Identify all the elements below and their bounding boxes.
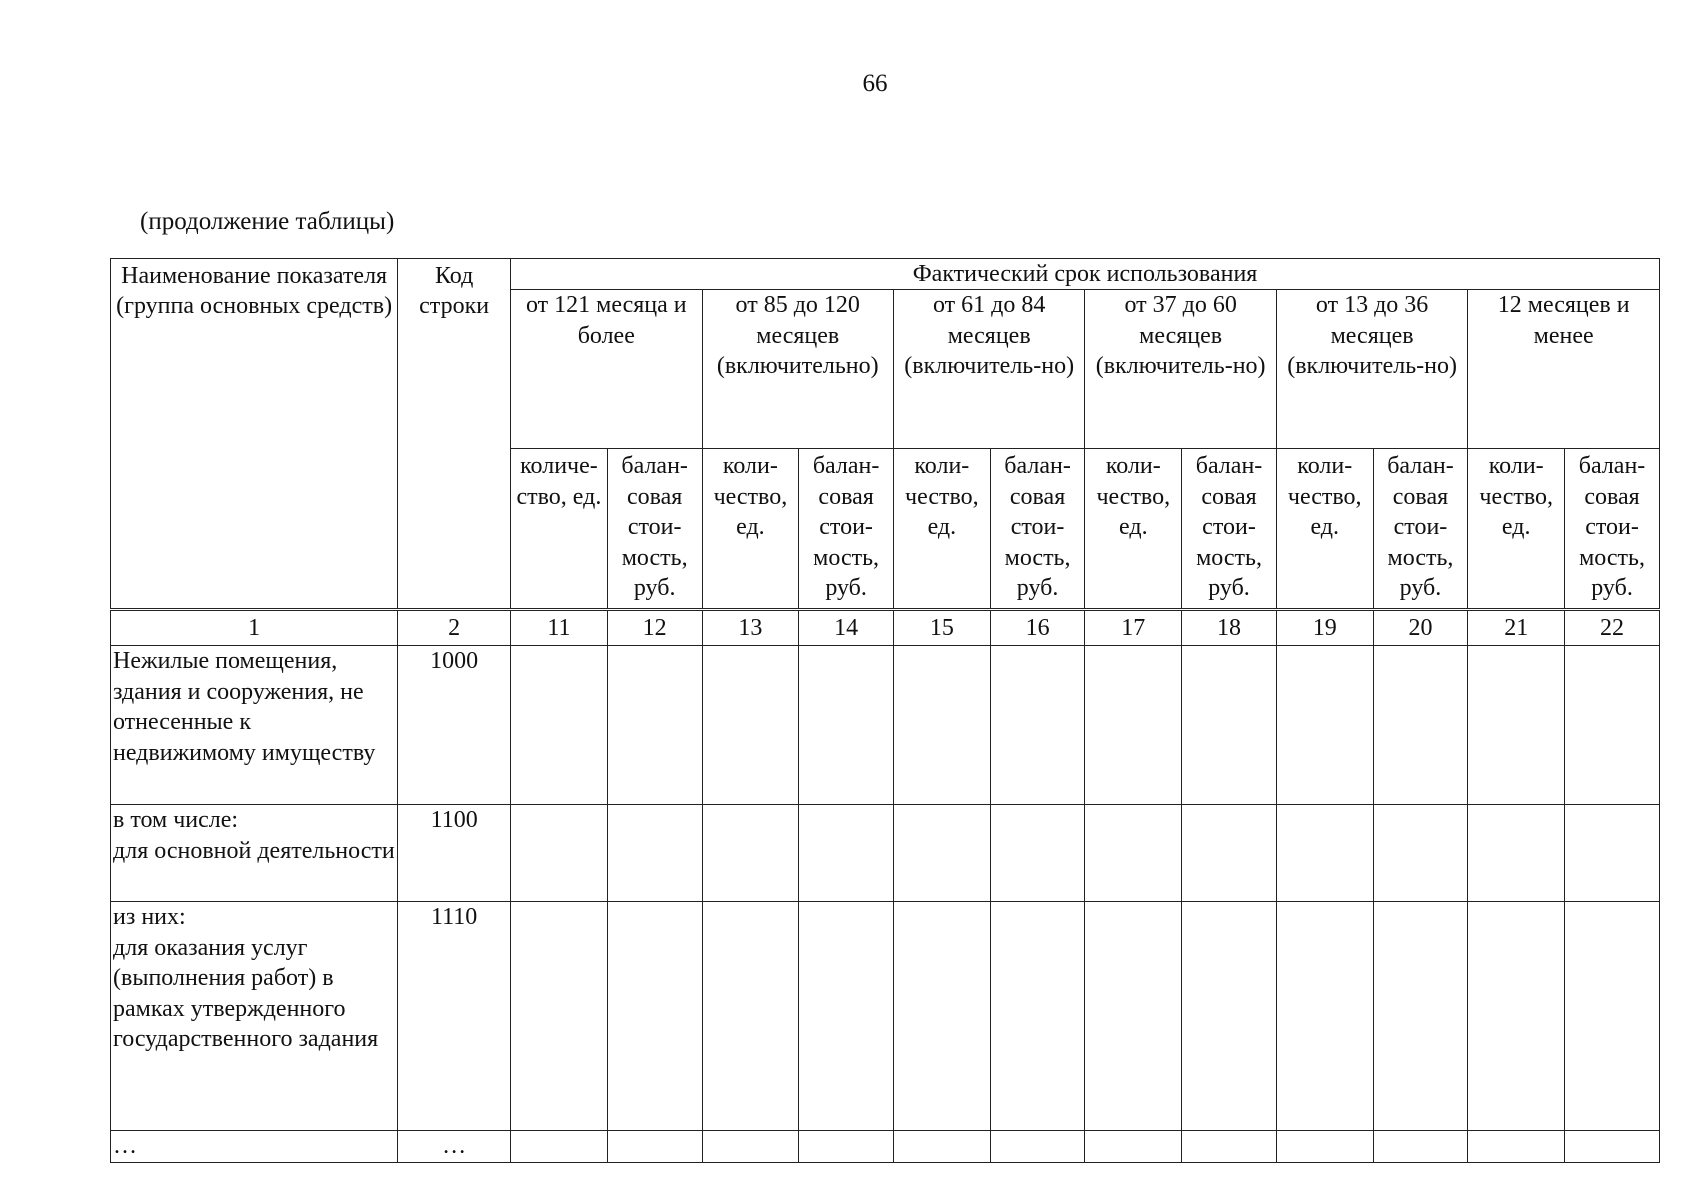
data-cell — [702, 646, 799, 805]
column-number: 12 — [607, 610, 702, 646]
data-cell — [1276, 805, 1373, 902]
column-number: 18 — [1182, 610, 1277, 646]
column-number: 14 — [799, 610, 894, 646]
column-number: 22 — [1565, 610, 1660, 646]
data-cell — [702, 902, 799, 1131]
data-cell — [799, 1131, 894, 1162]
header-range-85-120: от 85 до 120 месяцев (включительно) — [702, 290, 893, 449]
header-row-code: Код строки — [398, 259, 511, 610]
data-cell — [607, 805, 702, 902]
data-cell — [1085, 1131, 1182, 1162]
header-row-group — [111, 259, 1660, 290]
header-book-value: балан-совая стои-мость, руб. — [1565, 449, 1660, 610]
data-cell — [1182, 805, 1277, 902]
header-book-value: балан-совая стои-мость, руб. — [1182, 449, 1277, 610]
row-indicator-text: в том числе: для основной деятельности — [113, 807, 395, 864]
header-book-value: балан-совая стои-мость, руб. — [990, 449, 1085, 610]
table-row — [111, 902, 1660, 1131]
row-code: 1100 — [398, 805, 511, 902]
data-cell — [1565, 805, 1660, 902]
data-cell — [1085, 805, 1182, 902]
data-cell — [799, 646, 894, 805]
row-indicator-text: … — [113, 1133, 137, 1160]
column-number: 20 — [1373, 610, 1468, 646]
data-cell — [1182, 646, 1277, 805]
data-cell — [893, 646, 990, 805]
data-cell — [1276, 646, 1373, 805]
data-cell — [511, 805, 608, 902]
row-indicator-name — [111, 805, 398, 902]
page-number: 66 — [862, 70, 888, 97]
data-cell — [1085, 902, 1182, 1131]
header-range-61-84: от 61 до 84 месяцев (включитель-но) — [893, 290, 1084, 449]
row-code: 1110 — [398, 902, 511, 1131]
fixed-assets-usage-table — [110, 258, 1660, 1163]
data-cell — [990, 646, 1085, 805]
column-number: 16 — [990, 610, 1085, 646]
column-number: 13 — [702, 610, 799, 646]
header-actual-usage-period: Фактический срок использования — [511, 259, 1660, 290]
column-number: 15 — [893, 610, 990, 646]
data-cell — [1468, 902, 1565, 1131]
data-cell — [1373, 902, 1468, 1131]
column-number: 21 — [1468, 610, 1565, 646]
column-number: 17 — [1085, 610, 1182, 646]
header-quantity: коли-чество, ед. — [702, 449, 799, 610]
header-book-value: балан-совая стои-мость, руб. — [607, 449, 702, 610]
data-cell — [799, 902, 894, 1131]
data-cell — [990, 805, 1085, 902]
column-number-row — [111, 610, 1660, 646]
row-indicator-name — [111, 902, 398, 1131]
data-cell — [511, 1131, 608, 1162]
data-cell — [799, 805, 894, 902]
data-cell — [607, 646, 702, 805]
column-number: 2 — [398, 610, 511, 646]
data-cell — [990, 902, 1085, 1131]
data-cell — [1468, 1131, 1565, 1162]
data-cell — [1276, 902, 1373, 1131]
header-indicator-name: Наименование показателя (группа основных средств) — [111, 259, 398, 610]
data-cell — [1373, 646, 1468, 805]
data-cell — [893, 902, 990, 1131]
data-cell — [1276, 1131, 1373, 1162]
data-cell — [1085, 646, 1182, 805]
header-book-value: балан-совая стои-мость, руб. — [1373, 449, 1468, 610]
data-cell — [1565, 902, 1660, 1131]
header-quantity: коли-чество, ед. — [1468, 449, 1565, 610]
data-cell — [1565, 646, 1660, 805]
data-cell — [1182, 902, 1277, 1131]
column-number: 11 — [511, 610, 608, 646]
table-continuation-label: (продолжение таблицы) — [140, 208, 395, 235]
table-row — [111, 646, 1660, 805]
data-cell — [702, 805, 799, 902]
table-row — [111, 1131, 1660, 1162]
data-cell — [1565, 1131, 1660, 1162]
data-cell — [511, 902, 608, 1131]
header-range-121-plus: от 121 месяца и более — [511, 290, 702, 449]
row-indicator-name — [111, 1131, 398, 1162]
header-range-37-60: от 37 до 60 месяцев (включитель-но) — [1085, 290, 1276, 449]
header-range-12-less: 12 месяцев и менее — [1468, 290, 1660, 449]
header-quantity: коли-чество, ед. — [1085, 449, 1182, 610]
row-code: … — [398, 1131, 511, 1162]
column-number: 19 — [1276, 610, 1373, 646]
row-indicator-name — [111, 646, 398, 805]
row-code: 1000 — [398, 646, 511, 805]
data-cell — [607, 1131, 702, 1162]
data-cell — [511, 646, 608, 805]
header-quantity: количе-ство, ед. — [511, 449, 608, 610]
row-indicator-text: из них: для оказания услуг (выполнения работ) в рамках утвержденного государственного задания — [113, 904, 379, 1053]
header-book-value: балан-совая стои-мость, руб. — [799, 449, 894, 610]
data-cell — [1373, 1131, 1468, 1162]
table-row — [111, 805, 1660, 902]
data-cell — [702, 1131, 799, 1162]
column-number: 1 — [111, 610, 398, 646]
data-cell — [990, 1131, 1085, 1162]
data-cell — [1182, 1131, 1277, 1162]
header-quantity: коли-чество, ед. — [1276, 449, 1373, 610]
row-indicator-text: Нежилые помещения, здания и сооружения, не отнесенные к недвижимому имуществу — [113, 648, 376, 766]
data-cell — [1468, 646, 1565, 805]
data-cell — [893, 805, 990, 902]
data-cell — [607, 902, 702, 1131]
header-quantity: коли-чество, ед. — [893, 449, 990, 610]
data-cell — [1373, 805, 1468, 902]
header-range-13-36: от 13 до 36 месяцев (включитель-но) — [1276, 290, 1467, 449]
data-cell — [1468, 805, 1565, 902]
data-cell — [893, 1131, 990, 1162]
